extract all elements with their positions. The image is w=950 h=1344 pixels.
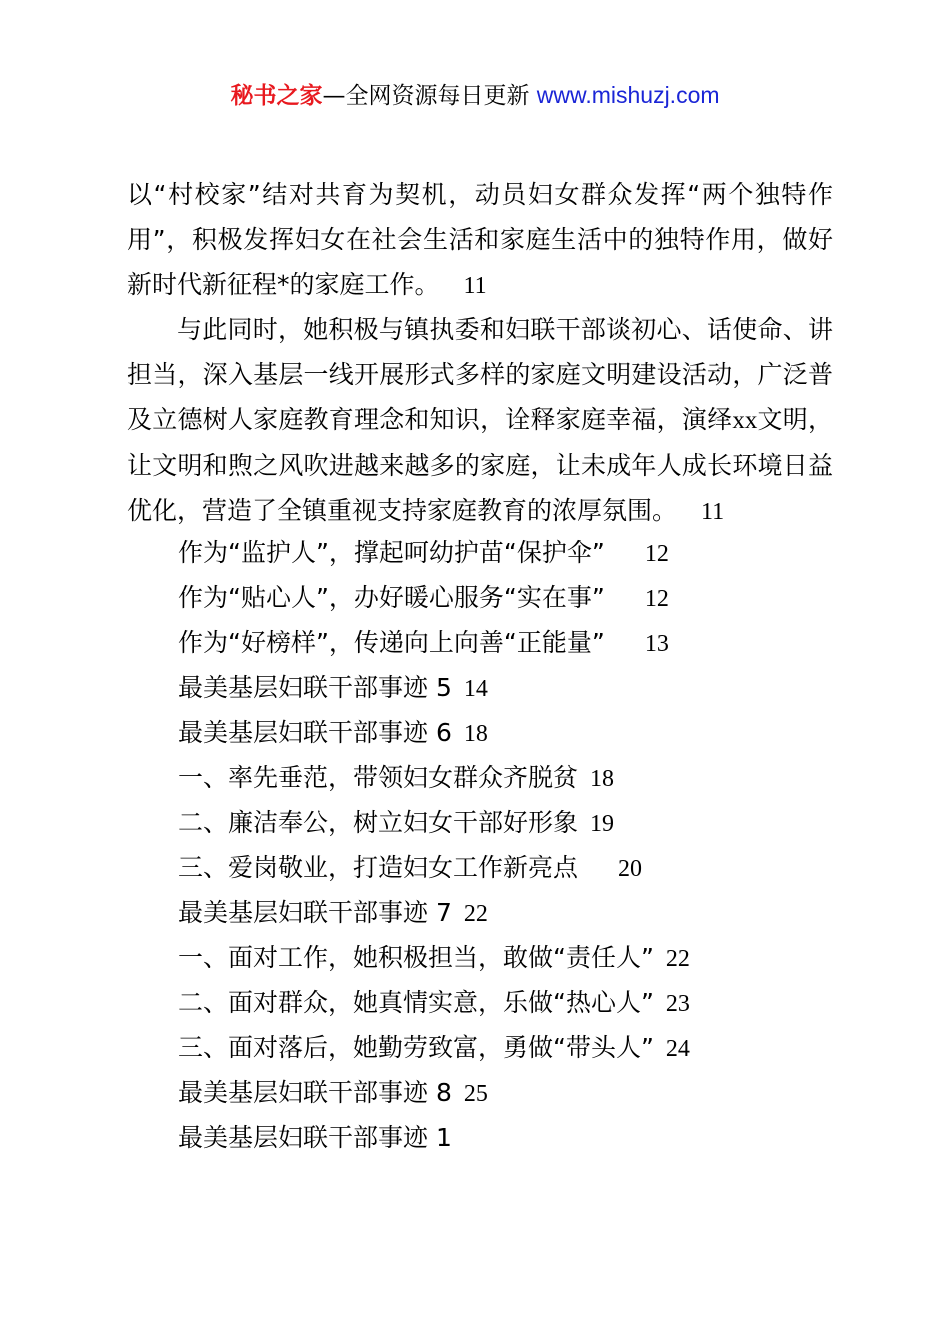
toc-entry-title: 作为“贴心人”，办好暖心服务“实在事”: [178, 583, 605, 612]
toc-entry-page-number: 18: [463, 721, 488, 747]
toc-entry-title: 一、面对工作，她积极担当，敢做“责任人”: [178, 943, 654, 972]
toc-entry-page-number: 14: [463, 676, 488, 702]
toc-entry-page-number: 18: [590, 766, 615, 792]
toc-entry-page-number: 23: [665, 991, 690, 1017]
toc-entry[interactable]: [178, 620, 858, 665]
toc-entry-page-number: 22: [665, 946, 690, 972]
toc-entry[interactable]: [178, 800, 858, 845]
toc-entry-title: 二、面对群众，她真情实意，乐做“热心人”: [178, 988, 654, 1017]
toc-entry[interactable]: [178, 1115, 858, 1160]
toc-entry[interactable]: [178, 755, 858, 800]
toc-entry-title: 最美基层妇联干部事迹 5: [178, 673, 452, 702]
toc-entry[interactable]: [178, 935, 858, 980]
paragraph-placeholder: xx: [732, 407, 758, 434]
toc-entry-title: 作为“监护人”，撑起呵幼护苗“保护伞”: [178, 538, 605, 567]
toc-entry-page-number: 20: [618, 856, 643, 882]
toc-entry[interactable]: [178, 530, 858, 575]
toc-entry[interactable]: [178, 710, 858, 755]
toc-entry-title: 最美基层妇联干部事迹 8: [178, 1078, 452, 1107]
paragraph-page-number: 11: [701, 499, 725, 525]
toc-entry-title: 二、廉洁奉公，树立妇女干部好形象: [178, 808, 579, 837]
toc-entry[interactable]: [178, 665, 858, 710]
toc-entry-page-number: 12: [644, 586, 669, 612]
toc-entry[interactable]: [178, 575, 858, 620]
toc-entry-title: 最美基层妇联干部事迹 7: [178, 898, 452, 927]
toc-entry-title: 三、爱岗敬业，打造妇女工作新亮点: [178, 853, 579, 882]
toc-entry-title: 一、率先垂范，带领妇女群众齐脱贫: [178, 763, 579, 792]
site-url-link[interactable]: www.mishuzj.com: [536, 82, 720, 108]
paragraph-text-before: 与此同时，她积极与镇执委和妇联干部谈初心、话使命、讲担当，深入基层一线开展形式多样的家庭文明建设活动，广泛普及立德树人家庭教育理念和知识，诠释家庭幸福，演绎: [127, 315, 833, 434]
table-of-contents: [178, 530, 858, 1160]
site-header: [0, 80, 950, 111]
body-paragraph-2: [127, 307, 833, 535]
toc-entry-page-number: 12: [644, 541, 669, 567]
toc-entry-title: 作为“好榜样”，传递向上向善“正能量”: [178, 628, 605, 657]
toc-entry-title: 三、面对落后，她勤劳致富，勇做“带头人”: [178, 1033, 654, 1062]
paragraph-text-after: 文明，让文明和煦之风吹进越来越多的家庭，让未成年人成长环境日益优化，营造了全镇重视支持家庭教育的浓厚氛围。: [127, 405, 833, 525]
toc-entry-title: 最美基层妇联干部事迹 6: [178, 718, 452, 747]
toc-entry-page-number: 22: [463, 901, 488, 927]
toc-entry-page-number: 19: [590, 811, 615, 837]
toc-entry-page-number: 24: [665, 1036, 690, 1062]
paragraph-page-number: 11: [463, 273, 487, 299]
body-paragraph-1: [127, 172, 833, 309]
toc-entry[interactable]: [178, 980, 858, 1025]
site-tagline: —全网资源每日更新: [322, 83, 530, 109]
site-brand: 秘书之家: [230, 83, 323, 109]
toc-entry[interactable]: [178, 845, 858, 890]
toc-entry-title: 最美基层妇联干部事迹 1: [178, 1123, 452, 1152]
toc-entry[interactable]: [178, 890, 858, 935]
paragraph-text: 以“村校家”结对共育为契机，动员妇女群众发挥“两个独特作用”，积极发挥妇女在社会生活和家庭生活中的独特作用，做好新时代新征程*的家庭工作。: [127, 180, 833, 299]
toc-entry-page-number: 25: [463, 1081, 488, 1107]
toc-entry-page-number: 13: [644, 631, 669, 657]
toc-entry[interactable]: [178, 1070, 858, 1115]
toc-entry[interactable]: [178, 1025, 858, 1070]
